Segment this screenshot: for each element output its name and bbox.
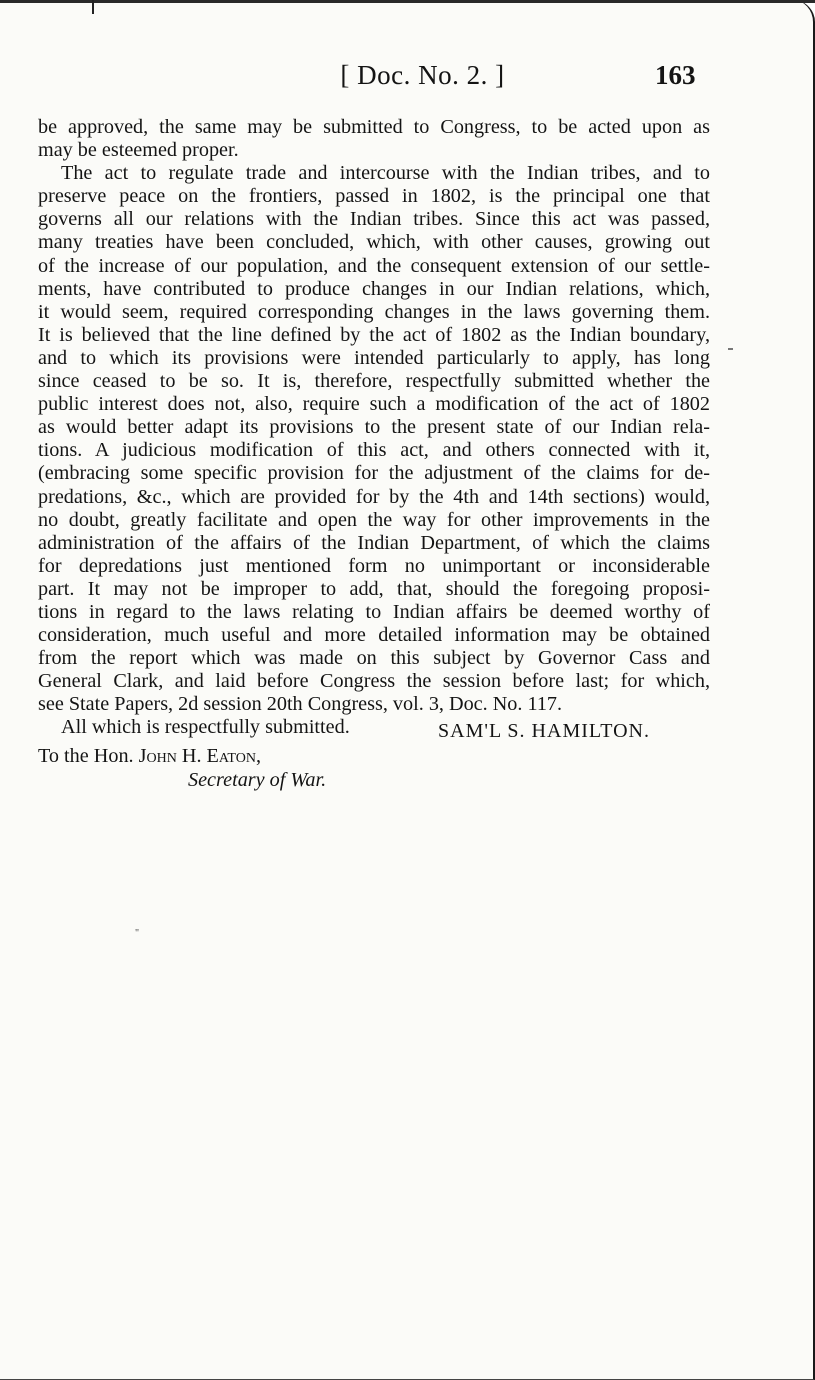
page-number: 163	[655, 60, 696, 90]
text-line: ments, have contributed to produce changes in our Indian relations, which,	[38, 277, 710, 300]
text-line: and to which its provisions were intended particularly to apply, has long	[38, 346, 710, 369]
text-line: of the increase of our population, and the consequent extension of our settle-	[38, 254, 710, 277]
text-line: many treaties have been concluded, which, with other causes, growing out	[38, 231, 710, 254]
stray-mark: "	[135, 928, 140, 939]
text-line: since ceased to be so. It is, therefore, respectfully submitted whether the	[38, 370, 710, 393]
text-line: The act to regulate trade and intercourse with the Indian tribes, and to	[61, 162, 710, 185]
text-line: tions in regard to the laws relating to Indian affairs be deemed worthy of	[38, 600, 710, 623]
addressee-prefix: To the Hon.	[38, 745, 139, 767]
text-line: for depredations just mentioned form no unimportant or inconsiderable	[38, 554, 710, 577]
text-line: it would seem, required corresponding changes in the laws governing them.	[38, 300, 710, 323]
text-line: governs all our relations with the Indian tribes. Since this act was passed,	[38, 208, 710, 231]
document-header-title: [ Doc. No. 2. ]	[340, 60, 505, 90]
text-line: see State Papers, 2d session 20th Congress, vol. 3, Doc. No. 117.	[38, 693, 563, 716]
text-line: consideration, much useful and more detailed information may be obtained	[38, 624, 710, 647]
text-line: no doubt, greatly facilitate and open the way for other improvements in the	[38, 508, 710, 531]
addressee-block	[38, 744, 326, 792]
text-line: tions. A judicious modification of this act, and others connected with it,	[38, 439, 710, 462]
text-line: may be esteemed proper.	[38, 139, 239, 162]
text-line: (embracing some specific provision for the adjustment of the claims for de-	[38, 462, 710, 485]
text-line: preserve peace on the frontiers, passed in 1802, is the principal one that	[38, 185, 710, 208]
text-line: from the report which was made on this subject by Governor Cass and	[38, 647, 710, 670]
text-line: as would better adapt its provisions to the present state of our Indian rela-	[38, 416, 710, 439]
text-line: predations, &c., which are provided for by the 4th and 14th sections) would,	[38, 485, 710, 508]
text-line: General Clark, and laid before Congress the session before last; for which,	[38, 670, 710, 693]
page-edge-mark	[92, 0, 94, 14]
text-line: part. It may not be improper to add, that, should the foregoing proposi-	[38, 577, 710, 600]
text-line: be approved, the same may be submitted to Congress, to be acted upon as	[38, 116, 710, 138]
margin-speck	[728, 348, 733, 350]
body-text	[38, 116, 710, 740]
text-line: public interest does not, also, require such a modification of the act of 1802	[38, 393, 710, 416]
addressee-title: Secretary of War.	[188, 769, 327, 791]
closing-line: All which is respectfully submitted.	[61, 716, 350, 739]
signature: SAM'L S. HAMILTON.	[438, 720, 651, 742]
text-line: It is believed that the line defined by the act of 1802 as the Indian boundary,	[38, 323, 710, 346]
text-line: administration of the affairs of the Indian Department, of which the claims	[38, 531, 710, 554]
addressee-name: John H. Eaton,	[138, 745, 262, 767]
